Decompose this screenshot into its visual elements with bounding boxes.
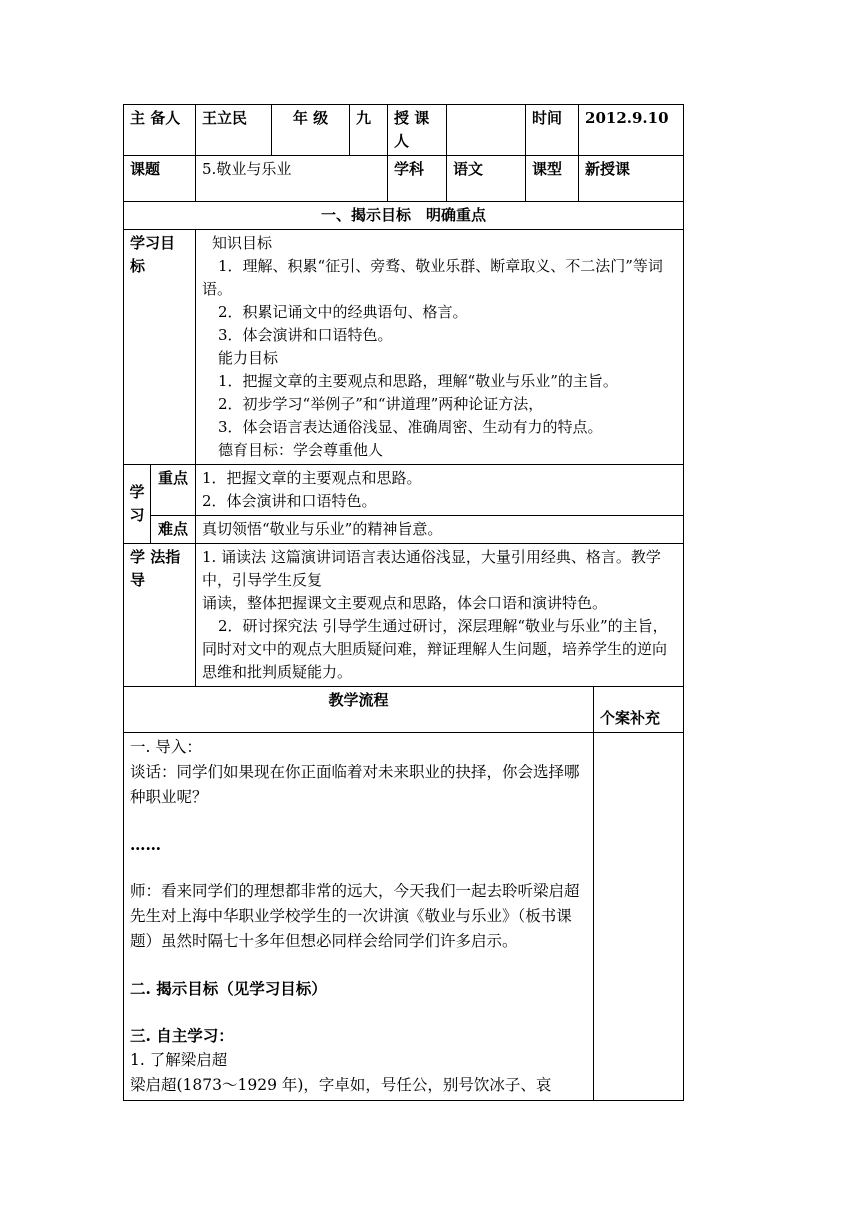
method-p3: 2．研讨探究法 引导学生通过研讨，深层理解“敬业与乐业”的主旨，同时对文中的观点大胆质疑问难，辩证理解人生问题，培养学生的逆向思维和批判质疑能力。 <box>202 617 668 681</box>
type-label: 课型 <box>526 156 579 202</box>
preparer-name: 王立民 <box>196 105 272 156</box>
supplement-title: 个案补充 <box>594 687 684 733</box>
goals-content <box>196 230 684 465</box>
time-label: 时间 <box>526 105 579 156</box>
method-row <box>124 544 684 687</box>
preparer-label: 主 备人 <box>124 105 196 156</box>
lesson-plan-table <box>123 104 684 1101</box>
goals-label: 学习目标 <box>124 230 196 465</box>
knowledge-item-3: 3．体会演讲和口语特色。 <box>218 326 393 344</box>
moral-goal: 德育目标：学会尊重他人 <box>218 441 384 459</box>
ability-title: 能力目标 <box>218 349 279 367</box>
liang-bio: 梁启超(1873～1929 年)，字卓如，号任公，别号饮冰子、哀 <box>130 1076 552 1094</box>
subject-label: 学科 <box>388 156 447 202</box>
header-row-2 <box>124 156 684 202</box>
focus-label: 重点 <box>151 465 196 516</box>
flow-title: 教学流程 <box>124 687 594 733</box>
focus-item-1: 1．把握文章的主要观点和思路。 <box>202 469 422 487</box>
teacher-talk: 师：看来同学们的理想都非常的远大，今天我们一起去聆听梁启超先生对上海中华职业学校学生的一次讲演《敬业与乐业》（板书课题）虽然时隔七十多年但想必同样会给同学们许多启示。 <box>130 882 580 950</box>
spacer <box>130 810 587 832</box>
method-p1: 1. 诵读法 这篇演讲词语言表达通俗浅显，大量引用经典、格言。教学中，引导学生反复 <box>202 548 661 589</box>
ellipsis: …… <box>130 835 161 854</box>
ability-item-3: 3．体会语言表达通俗浅显、准确周密、生动有力的特点。 <box>218 418 603 436</box>
method-content <box>196 544 684 687</box>
method-label: 学 法指导 <box>124 544 196 687</box>
spacer <box>130 857 587 879</box>
time-value: 2012.9.10 <box>579 105 684 156</box>
knowledge-item-1: 1．理解、积累“征引、旁骛、敬业乐群、断章取义、不二法门”等词语。 <box>202 257 663 298</box>
subject-value: 语文 <box>447 156 526 202</box>
grade-value: 九 <box>350 105 388 156</box>
heading-reveal-goals: 二. 揭示目标（见学习目标） <box>130 979 327 998</box>
intro-heading: 一. 导入： <box>130 738 202 756</box>
difficulty-row <box>124 516 684 544</box>
flow-body-row <box>124 733 684 1101</box>
method-p2: 诵读，整体把握课文主要观点和思路，体会口语和演讲特色。 <box>202 594 608 612</box>
knowledge-title: 知识目标 <box>212 234 273 252</box>
topic-label: 课题 <box>124 156 196 202</box>
teacher-label: 授 课人 <box>388 105 447 156</box>
type-value: 新授课 <box>579 156 684 202</box>
goals-row <box>124 230 684 465</box>
item-learn-liang: 1. 了解梁启超 <box>130 1051 228 1069</box>
focus-row <box>124 465 684 516</box>
heading-self-study: 三. 自主学习： <box>130 1026 234 1045</box>
ability-item-1: 1．把握文章的主要观点和思路，理解“敬业与乐业”的主旨。 <box>218 372 618 390</box>
spacer <box>130 1001 587 1023</box>
teacher-value <box>447 105 526 156</box>
intro-talk: 谈话：同学们如果现在你正面临着对未来职业的抉择，你会选择哪种职业呢？ <box>130 763 580 806</box>
flow-header-row <box>124 687 684 733</box>
supplement-content <box>594 733 684 1101</box>
flow-content <box>124 733 594 1101</box>
grade-label: 年 级 <box>272 105 350 156</box>
ability-item-2: 2．初步学习“举例子”和“讲道理”两种论证方法， <box>218 395 544 413</box>
keypoints-group-label: 学习 <box>124 465 151 544</box>
spacer <box>130 954 587 976</box>
section1-row <box>124 202 684 230</box>
difficulty-content: 真切领悟“敬业与乐业”的精神旨意。 <box>196 516 684 544</box>
focus-item-2: 2．体会演讲和口语特色。 <box>202 492 377 510</box>
knowledge-item-2: 2．积累记诵文中的经典语句、格言。 <box>218 303 468 321</box>
difficulty-label: 难点 <box>151 516 196 544</box>
topic-value: 5.敬业与乐业 <box>196 156 388 202</box>
header-row-1 <box>124 105 684 156</box>
section1-title: 一、揭示目标 明确重点 <box>124 202 684 230</box>
focus-content <box>196 465 684 516</box>
